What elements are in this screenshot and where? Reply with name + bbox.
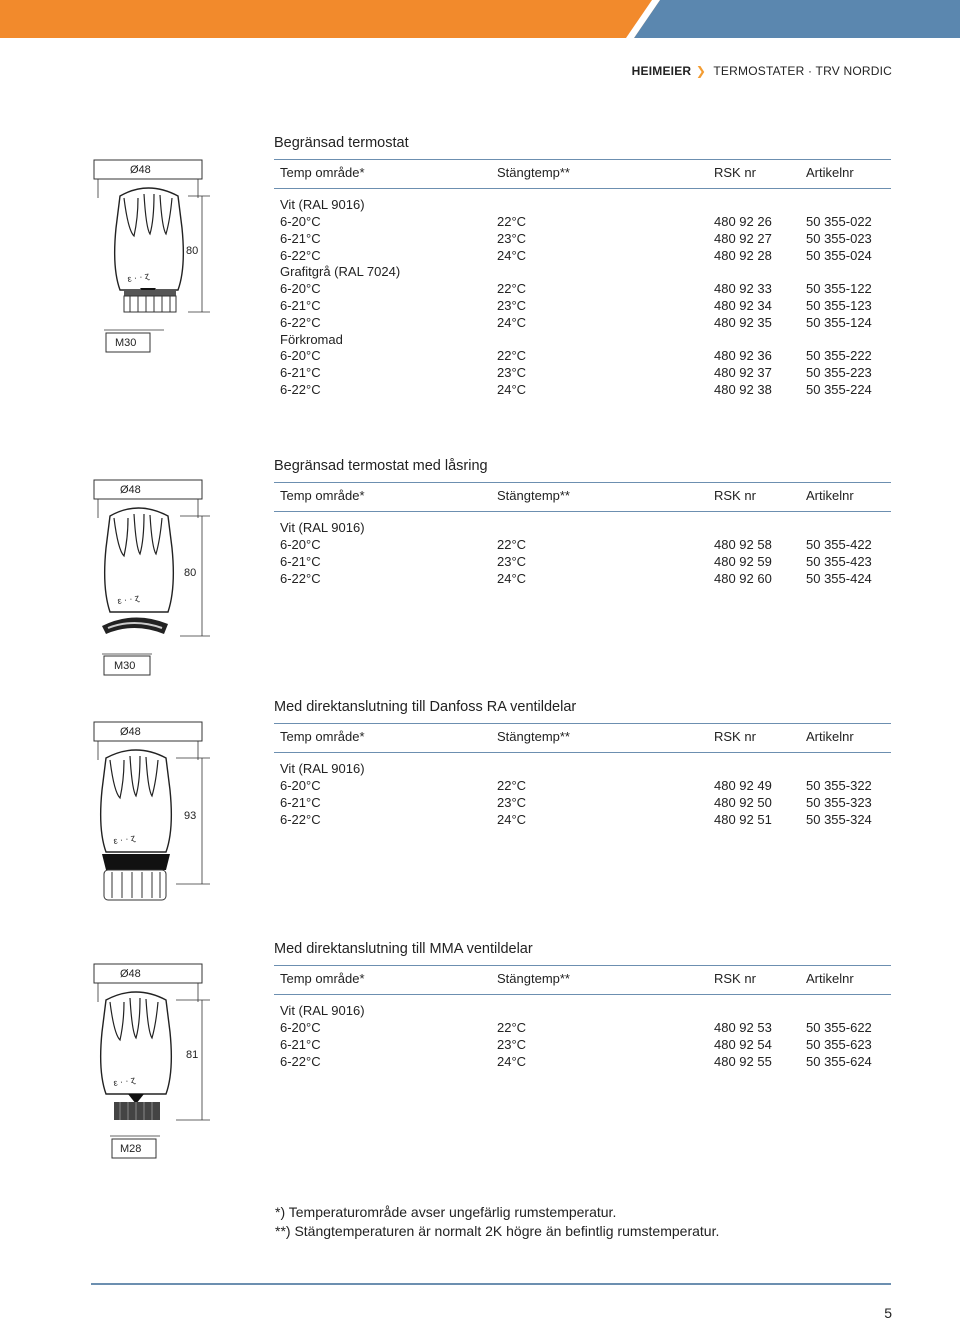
svg-text:Ø48: Ø48 — [120, 484, 141, 496]
svg-text:ε · · ɀ: ε · · ɀ — [112, 832, 137, 846]
table-row: 6-22°C 24°C 480 92 38 50 355-224 — [280, 381, 872, 397]
svg-text:Ø48: Ø48 — [120, 726, 141, 738]
footer-divider — [91, 1283, 891, 1285]
table-row: 6-22°C 24°C 480 92 28 50 355-024 — [280, 247, 872, 263]
group-name: Vit (RAL 9016) — [280, 1003, 365, 1019]
col-header-artikelnr: Artikelnr — [806, 165, 854, 181]
dim-thread: M30 — [115, 337, 137, 349]
svg-text:ε · · ɀ: ε · · ɀ — [112, 1074, 137, 1088]
section-title: Begränsad termostat med låsring — [274, 458, 488, 474]
table-row: 6-21°C 23°C 480 92 59 50 355-423 — [280, 553, 872, 569]
col-header-rsk: RSK nr — [714, 165, 756, 181]
group-name: Förkromad — [280, 331, 343, 347]
table-row: 6-20°C 22°C 480 92 36 50 355-222 — [280, 348, 872, 364]
footnote-2: **) Stängtemperaturen är normalt 2K högre än befintlig rumstemperatur. — [275, 1223, 720, 1239]
footnotes — [275, 1203, 719, 1241]
svg-text:80: 80 — [184, 567, 197, 579]
svg-text:ε · · ɀ: ε · · ɀ — [126, 270, 151, 284]
table-row: 6-22°C 24°C 480 92 55 50 355-624 — [280, 1053, 872, 1069]
running-header — [632, 64, 892, 78]
svg-text:93: 93 — [184, 810, 197, 822]
table-row: 6-20°C 22°C 480 92 58 50 355-422 — [280, 536, 872, 552]
thermostat-drawing-4 — [90, 962, 220, 1162]
table-row: 6-22°C 24°C 480 92 51 50 355-324 — [280, 811, 872, 827]
section-mma: Med direktanslutning till MMA ventildelar Temp område* Stängtemp** RSK nr Artikelnr Vit (RAL 9016) 6-20°C 22°C 480 92 53 50 355-622 6-21°C 23°C 480 92 54 50 355-623 6-22°C 24°C 480 92 55 50 355-624 — [274, 939, 891, 1070]
table-row: 6-22°C 24°C 480 92 35 50 355-124 — [280, 314, 872, 330]
header-color-band — [0, 0, 960, 38]
table-header-row — [274, 160, 891, 188]
col-header-temp: Temp område* — [280, 165, 365, 181]
chevron-right-icon: ❯ — [695, 64, 707, 78]
thermostat-drawing-2 — [90, 478, 220, 678]
svg-text:M28: M28 — [120, 1143, 142, 1155]
product-rows — [274, 995, 891, 1070]
product-rows — [274, 189, 891, 399]
dim-diameter: Ø48 — [130, 164, 151, 176]
page-number: 5 — [884, 1305, 892, 1321]
footnote-1: *) Temperaturområde avser ungefärlig rumstemperatur. — [275, 1204, 617, 1220]
table-row: 6-20°C 22°C 480 92 53 50 355-622 — [280, 1019, 872, 1035]
table-row: 6-21°C 23°C 480 92 34 50 355-123 — [280, 297, 872, 313]
table-row: 6-22°C 24°C 480 92 60 50 355-424 — [280, 570, 872, 586]
thermostat-drawing-3 — [90, 720, 220, 920]
svg-text:ε · · ɀ: ε · · ɀ — [116, 592, 141, 606]
svg-text:M30: M30 — [114, 660, 136, 672]
group-name: Vit (RAL 9016) — [280, 520, 365, 536]
group-name: Vit (RAL 9016) — [280, 197, 365, 213]
section-title: Med direktanslutning till Danfoss RA ventildelar — [274, 699, 577, 715]
table-row: 6-20°C 22°C 480 92 26 50 355-022 — [280, 213, 872, 229]
thermostat-drawing-1 — [90, 158, 220, 358]
product-table — [274, 160, 891, 188]
group-name: Vit (RAL 9016) — [280, 761, 365, 777]
table-row: 6-21°C 23°C 480 92 37 50 355-223 — [280, 365, 872, 381]
svg-text:81: 81 — [186, 1049, 199, 1061]
product-rows — [274, 512, 891, 587]
group-name: Grafitgrå (RAL 7024) — [280, 264, 401, 280]
running-header-title: TERMOSTATER · TRV NORDIC — [713, 64, 892, 78]
section-begransad-termostat — [274, 133, 891, 399]
section-begransad-termostat-med-lasring: Begränsad termostat med låsring Temp område* Stängtemp** RSK nr Artikelnr Vit (RAL 9016) 6-20°C 22°C 480 92 58 50 355-422 6-21°C 23°C 480 92 59 50 355-423 6-22°C 24°C 480 92 60 50 355-424 — [274, 456, 891, 587]
dim-height: 80 — [186, 245, 199, 257]
svg-text:Ø48: Ø48 — [120, 968, 141, 980]
product-rows — [274, 753, 891, 828]
section-title: Med direktanslutning till MMA ventildelar — [274, 941, 533, 957]
table-row: 6-21°C 23°C 480 92 54 50 355-623 — [280, 1036, 872, 1052]
table-row: 6-21°C 23°C 480 92 50 50 355-323 — [280, 794, 872, 810]
table-row: 6-20°C 22°C 480 92 49 50 355-322 — [280, 777, 872, 793]
section-danfoss-ra: Med direktanslutning till Danfoss RA ventildelar Temp område* Stängtemp** RSK nr Artikelnr Vit (RAL 9016) 6-20°C 22°C 480 92 49 50 355-322 6-21°C 23°C 480 92 50 50 355-323 6-22°C 24°C 480 92 51 50 355-324 — [274, 697, 891, 828]
brand-name: HEIMEIER — [631, 64, 692, 78]
table-row: 6-20°C 22°C 480 92 33 50 355-122 — [280, 281, 872, 297]
col-header-stangtemp: Stängtemp** — [497, 165, 570, 181]
table-row: 6-21°C 23°C 480 92 27 50 355-023 — [280, 230, 872, 246]
section-title: Begränsad termostat — [274, 135, 409, 151]
